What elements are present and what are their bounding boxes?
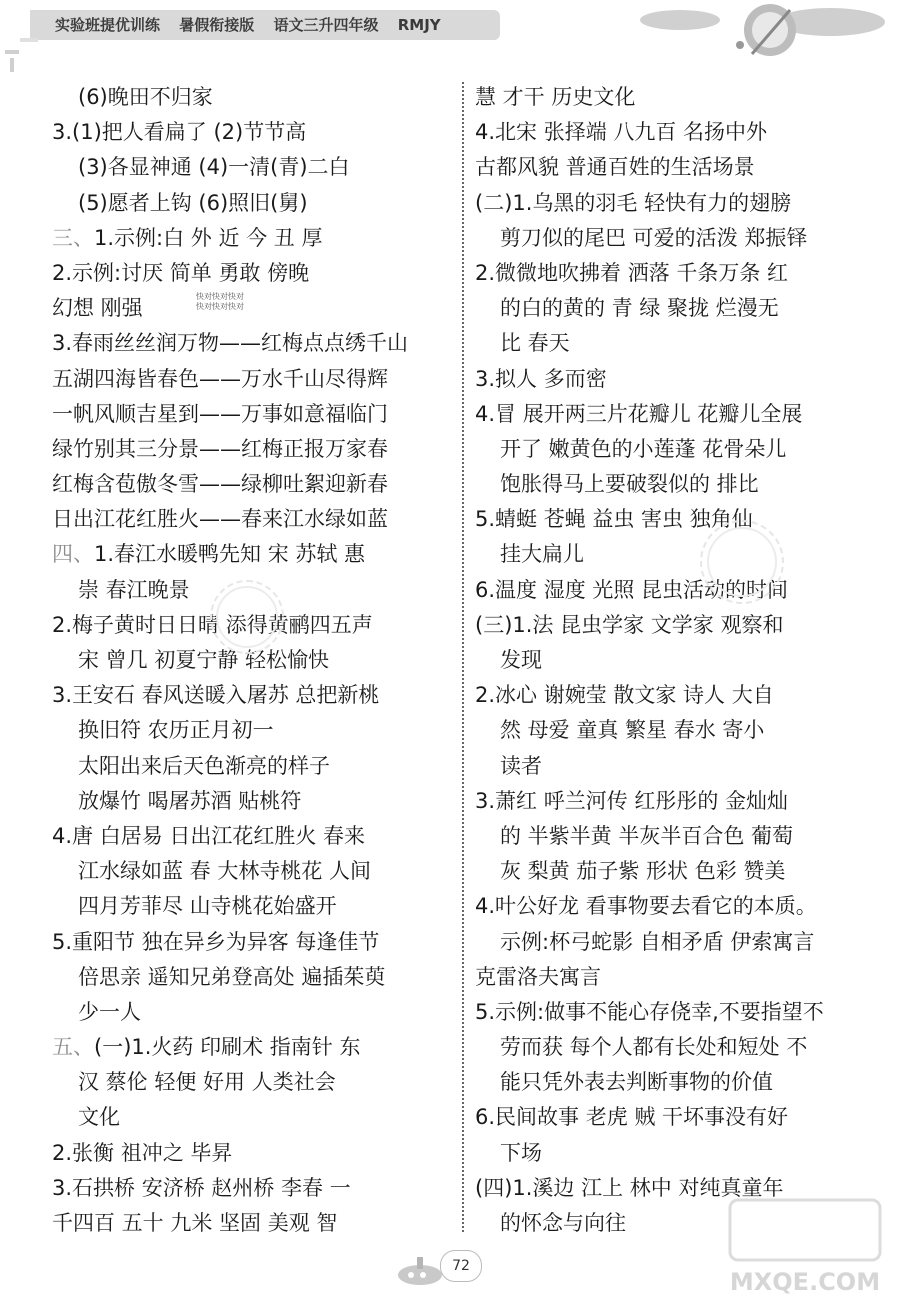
corner-decoration-icon [0,30,60,75]
section-number: 四、 [52,542,94,567]
answer-line: 劳而获 每个人都有长处和短处 不 [500,1035,808,1060]
header-publisher: RMJY [397,16,441,34]
answer-text: (一)1.火药 印刷术 指南针 东 [94,1035,361,1060]
answer-line: (三)1.法 昆虫学家 文学家 观察和 [475,612,784,637]
header-series: 实验班提优训练 [55,16,161,34]
answer-line: 3.王安石 春风送暖入屠苏 总把新桃 [52,683,380,708]
watermark-line: 快对快对快对 [196,292,244,301]
answer-line: 读者 [500,753,542,778]
logo-text: MXQE.COM [729,1268,881,1296]
answer-line: (5)愿者上钩 (6)照旧(舅) [78,190,308,215]
faded-stamp-icon [700,520,784,604]
answer-line: 太阳出来后天色渐亮的样子 [78,753,330,778]
page-header [0,0,900,80]
rocket-cloud-icon [640,0,890,70]
answer-line: 红梅含苞傲冬雪——绿柳吐絮迎新春 [52,472,388,497]
answer-line: 文化 [78,1105,120,1130]
header-edition: 暑假衔接版 [179,16,255,34]
answer-line: 4.北宋 张择端 八九百 名扬中外 [475,120,768,145]
answer-text: 1.春江水暖鸭先知 宋 苏轼 惠 [94,542,366,567]
answer-line: 然 母爱 童真 繁星 春水 寄小 [500,718,765,743]
answer-line: 古都风貌 普通百姓的生活场景 [475,155,755,180]
answer-line: 下场 [500,1140,542,1165]
answer-line: 4.冒 展开两三片花瓣儿 花瓣儿全展 [475,401,803,426]
answer-line: (四)1.溪边 江上 林中 对纯真童年 [475,1175,784,1200]
answer-line: 四月芳菲尽 山寺桃花始盛开 [78,894,337,919]
right-column [475,80,885,1241]
watermark-text [196,292,244,312]
faded-stamp-icon [210,580,284,654]
watermark-line: 快对快对快对 [196,302,244,311]
answer-line: 的白的黄的 青 绿 聚拢 烂漫无 [500,296,779,321]
answer-line: 4.唐 白居易 日出江花红胜火 春来 [52,823,366,848]
answer-text: 1.示例:白 外 近 今 丑 厚 [94,225,323,250]
answer-line: 灰 梨黄 茄子紫 形状 色彩 赞美 [500,859,786,884]
answer-line: 江水绿如蓝 春 大林寺桃花 人间 [78,859,372,884]
answer-line: 绿竹别其三分景——红梅正报万家春 [52,436,388,461]
answer-line [52,537,452,572]
answer-line: 慧 才干 历史文化 [475,85,636,109]
section-number: 五、 [52,1035,94,1060]
answer-line: 能只凭外表去判断事物的价值 [500,1070,773,1095]
answer-line: 3.石拱桥 安济桥 赵州桥 李春 一 [52,1175,351,1200]
answer-line [52,221,452,256]
answer-line: 2.微微地吹拂着 洒落 千条万条 红 [475,260,789,285]
answer-line [52,1030,452,1065]
answer-line: 放爆竹 喝屠苏酒 贴桃符 [78,788,302,813]
answer-line: 发现 [500,648,542,672]
answer-line: 6.民间故事 老虎 贼 干坏事没有好 [475,1105,789,1130]
answer-line: 2.张衡 祖冲之 毕昇 [52,1140,233,1165]
answer-line: 汉 蔡伦 轻便 好用 人类社会 [78,1070,336,1095]
column-divider [462,82,464,1232]
answer-line: (6)晚田不归家 [78,85,213,109]
answer-line: 换旧符 农历正月初一 [78,718,274,743]
section-number: 三、 [52,225,94,250]
answer-line: 3.春雨丝丝润万物——红梅点点绣千山 [52,331,409,356]
answer-line: 2.示例:讨厌 简单 勇敢 傍晚 [52,260,310,285]
answer-line: 饱胀得马上要破裂似的 排比 [500,472,759,497]
answer-line: 3.(1)把人看扁了 (2)节节高 [52,120,307,145]
answer-line: 2.冰心 谢婉莹 散文家 诗人 大自 [475,683,774,708]
header-subject: 语文三升四年级 [273,16,379,34]
answer-line: 5.重阳节 独在异乡为异客 每逢佳节 [52,929,380,954]
answer-line: 开了 嫩黄色的小莲蓬 花骨朵儿 [500,436,787,461]
answer-line: 五湖四海皆春色——万水千山尽得辉 [52,366,388,391]
answer-line: 3.萧红 呼兰河传 红彤彤的 金灿灿 [475,788,789,813]
answer-line: 少一人 [78,999,141,1024]
submarine-icon [395,1245,445,1290]
answer-line: 4.叶公好龙 看事物要去看它的本质。 [475,894,817,919]
answer-line: 倍思亲 遥知兄弟登高处 遍插茱萸 [78,964,386,989]
answer-line: (3)各显神通 (4)一清(青)二白 [78,155,350,180]
answer-line: 一帆风顺吉星到——万事如意福临门 [52,401,388,426]
answer-line: 2.梅子黄时日日晴 添得黄鹂四五声 [52,612,373,637]
site-watermark-logo [720,1195,890,1305]
answer-line: (二)1.乌黑的羽毛 轻快有力的翅膀 [475,190,792,215]
answer-line: 日出江花红胜火——春来江水绿如蓝 [52,507,388,532]
answer-line: 5.示例:做事不能心存侥幸,不要指望不 [475,999,824,1024]
answer-line: 3.拟人 多而密 [475,366,607,391]
answer-line: 克雷洛夫寓言 [475,964,601,989]
answer-line: 5.蜻蜓 苍蝇 益虫 害虫 独角仙 [475,507,753,532]
page-number: 72 [440,1250,482,1282]
answer-line: 宋 曾几 初夏宁静 轻松愉快 [78,648,330,672]
header-title [55,12,455,38]
answer-line: 比 春天 [500,331,570,356]
answer-line: 挂大扁儿 [500,542,584,567]
answer-line: 幻想 刚强 [52,296,143,321]
answer-line: 示例:杯弓蛇影 自相矛盾 伊索寓言 [500,929,815,954]
answer-line: 崇 春江晚景 [78,577,190,602]
left-column [52,80,452,1241]
answer-line: 千四百 五十 九米 坚固 美观 智 [52,1211,338,1235]
answer-line: 6.温度 湿度 光照 昆虫活动的时间 [475,577,789,602]
answer-line: 的怀念与向往 [500,1211,626,1235]
answer-line: 剪刀似的尾巴 可爱的活泼 郑振铎 [500,225,808,250]
answer-line: 的 半紫半黄 半灰半百合色 葡萄 [500,823,794,848]
